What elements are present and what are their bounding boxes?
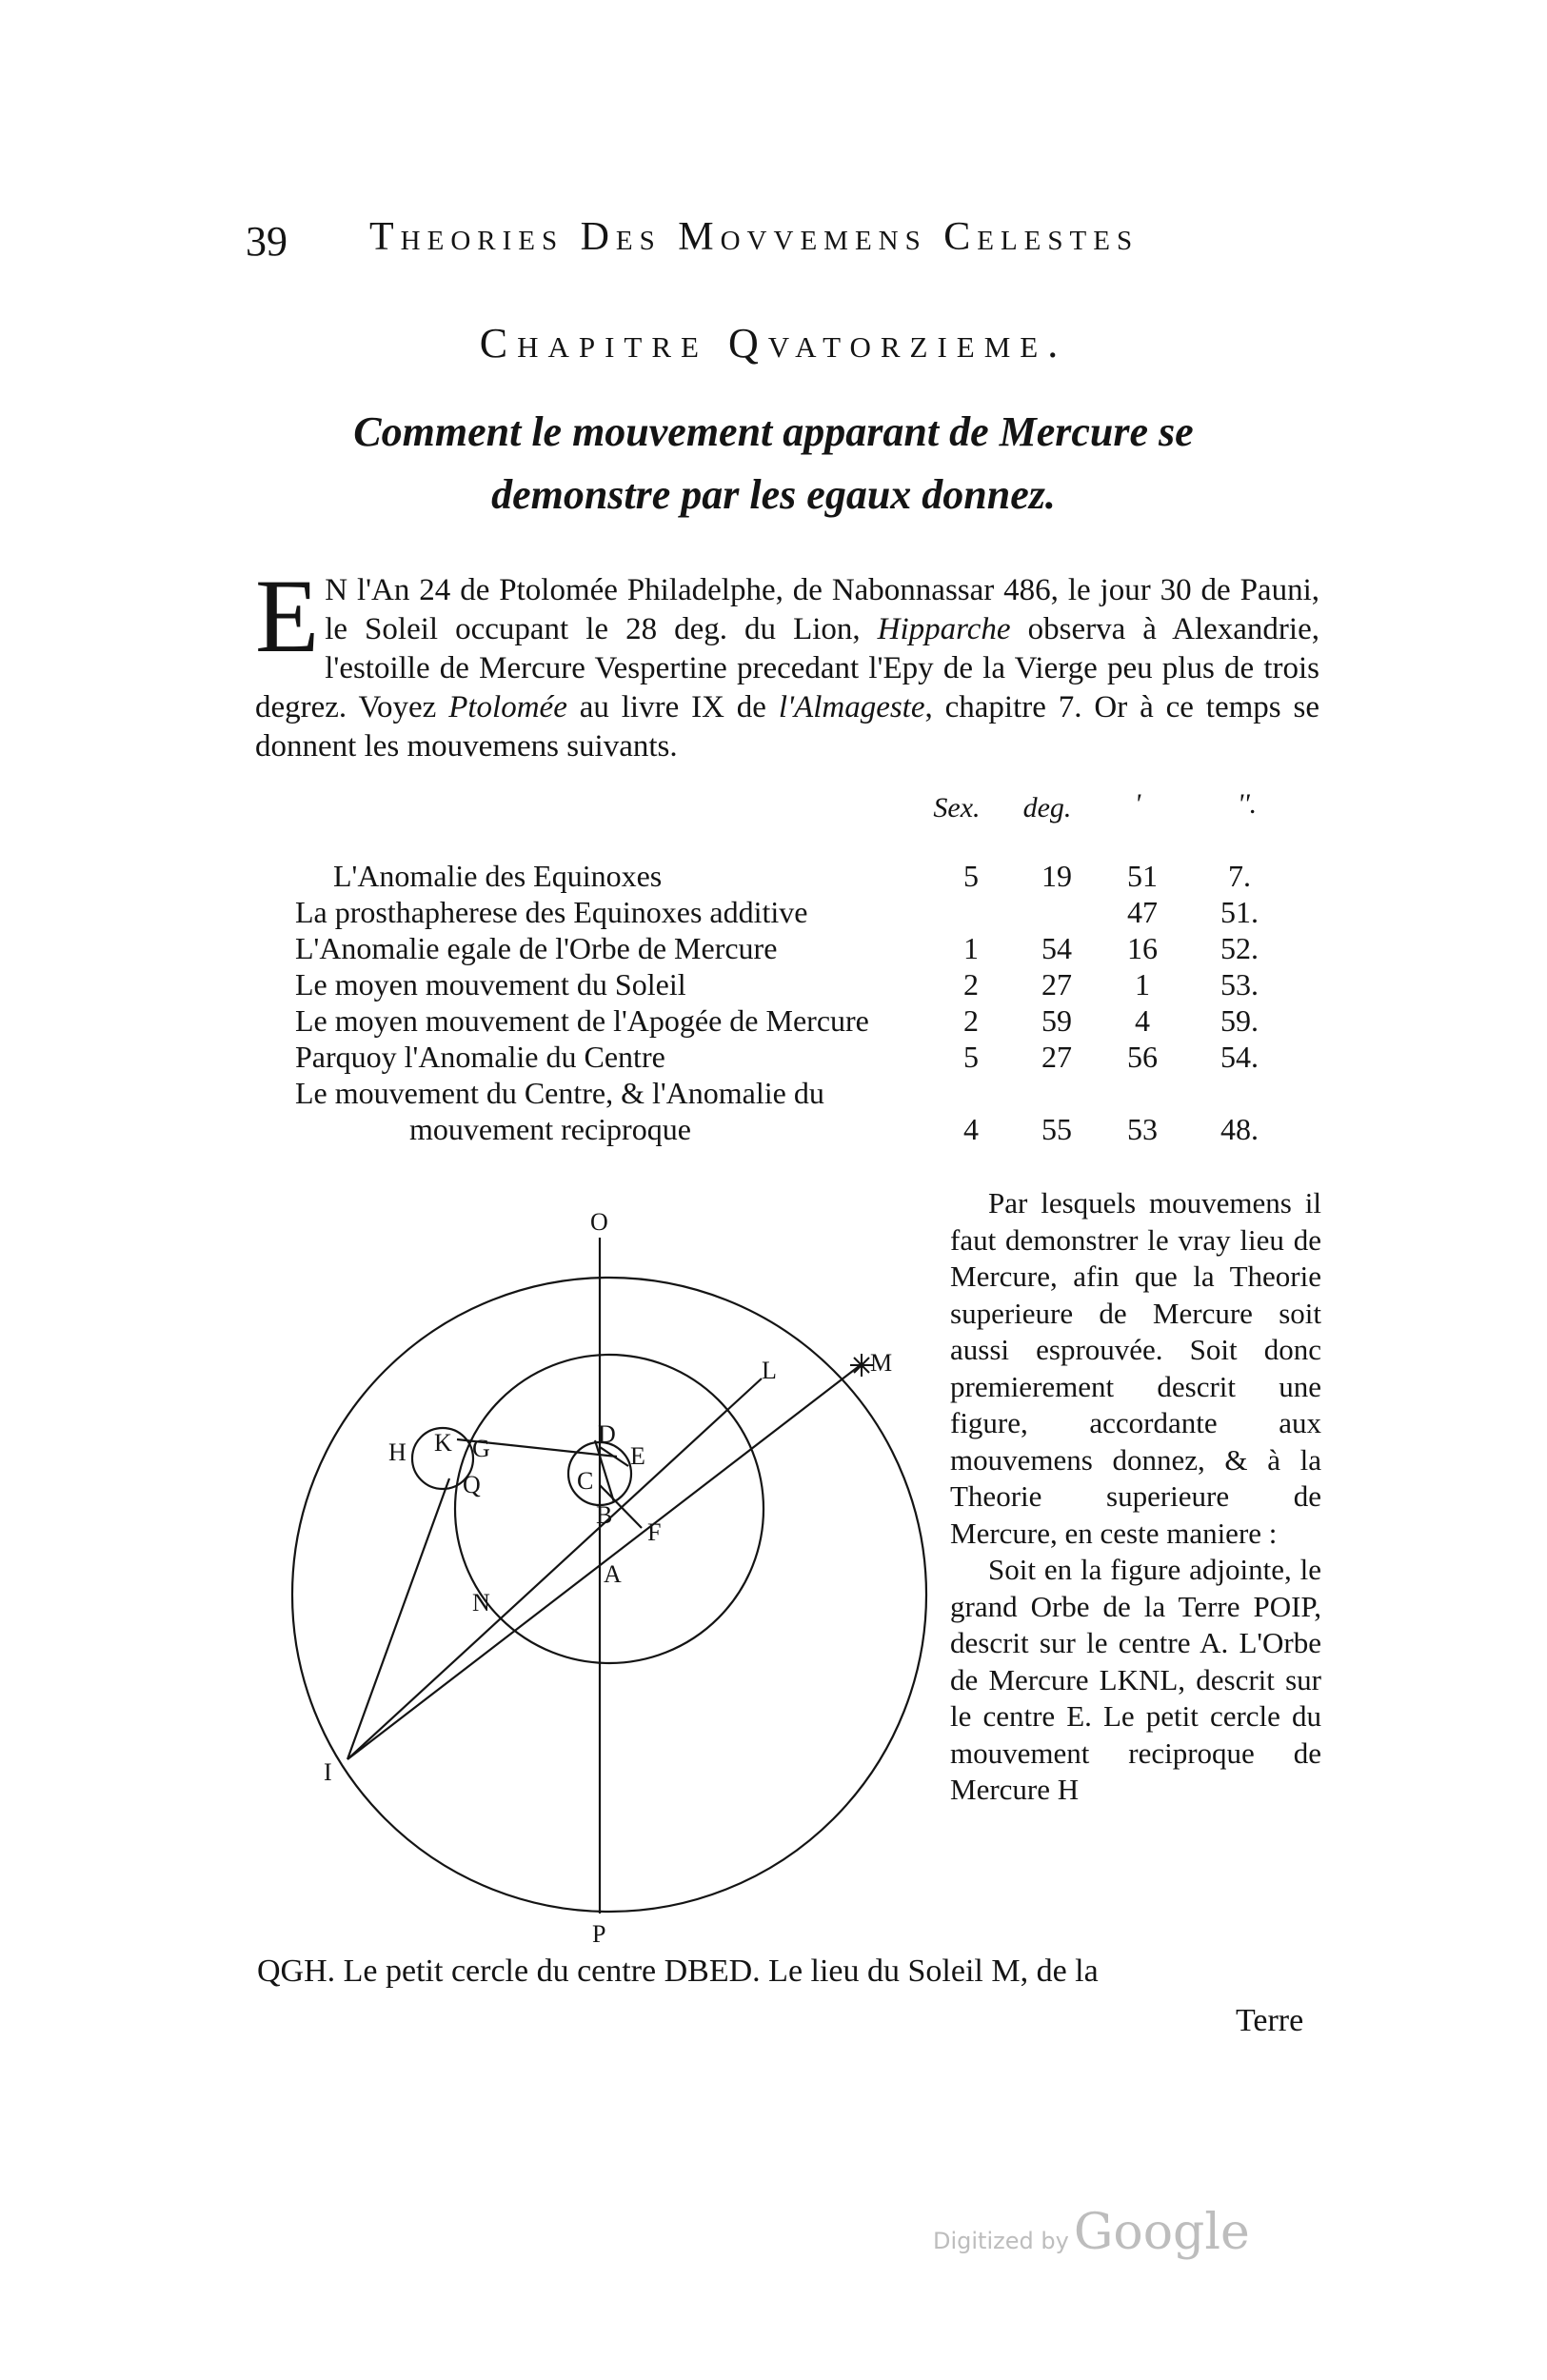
intro-text-mid1: observa à Alexandrie, l'estoille de Mercure Vespertine precedant l'Epy de la Vierge peu plus de trois degrez. Voyez	[255, 612, 1319, 724]
label-L: L	[762, 1357, 777, 1384]
label-I: I	[324, 1758, 332, 1786]
table-cell-min: 56	[1127, 1040, 1158, 1074]
table-cell-sex: 2	[963, 967, 979, 1002]
table-cell-deg: 54	[1041, 931, 1072, 965]
table-cell-sec: 54.	[1220, 1040, 1259, 1074]
table-cell-min: 53	[1127, 1112, 1158, 1146]
line-il	[347, 1378, 762, 1759]
figure-letter-labels	[324, 1208, 892, 1948]
chapter-subtitle-line2: demonstre par les egaux donnez.	[491, 471, 1056, 518]
line-de	[600, 1447, 628, 1466]
label-C: C	[577, 1467, 594, 1495]
name-hipparche: Hipparche	[877, 612, 1011, 646]
name-ptolomee: Ptolomée	[448, 690, 567, 724]
table-cell-min: 4	[1135, 1003, 1150, 1038]
intro-text-start: N l'An 24 de Ptolomée Philadelphe, de Nabonnassar 486, le jour 30 de Pauni, le Soleil occupant le 28 deg. du Lion,	[325, 573, 1319, 646]
col-head-sec: ''.	[1237, 788, 1258, 820]
side-column-text	[950, 1185, 1321, 1809]
running-title: Theories Des Movvemens Celestes	[369, 215, 1140, 259]
label-P: P	[592, 1920, 606, 1948]
table-row-label: L'Anomalie des Equinoxes	[333, 859, 663, 893]
watermark-brand: Google	[1073, 2204, 1250, 2261]
col-head-deg: deg.	[1022, 792, 1072, 823]
table-cell-sec: 53.	[1220, 967, 1259, 1002]
table-cell-deg: 27	[1041, 1040, 1072, 1074]
table-cell-sec: 52.	[1220, 931, 1259, 965]
label-G: G	[472, 1435, 490, 1462]
page-number: 39	[246, 218, 288, 265]
label-K: K	[434, 1429, 452, 1457]
label-A: A	[604, 1560, 622, 1588]
label-M: M	[870, 1349, 893, 1377]
catchword: Terre	[1236, 2003, 1304, 2038]
table-cell-sex: 2	[963, 1003, 979, 1038]
table-cell-sex: 5	[963, 859, 979, 893]
name-almageste: l'Almageste	[778, 690, 925, 724]
intro-text-mid2: au livre IX de	[566, 690, 779, 724]
table-cell-min: 16	[1127, 931, 1158, 965]
table-cell-deg: 59	[1041, 1003, 1072, 1038]
table-cell-deg: 55	[1041, 1112, 1072, 1146]
col-head-sex: Sex.	[933, 792, 981, 823]
table-cell-min: 51	[1127, 859, 1158, 893]
col-head-min: '	[1134, 788, 1141, 820]
label-N: N	[472, 1589, 490, 1616]
label-B: B	[596, 1501, 613, 1529]
table-cell-sex: 1	[963, 931, 979, 965]
table-cell-sec: 7.	[1228, 859, 1251, 893]
label-E: E	[630, 1442, 645, 1470]
intro-text-end: , chapitre 7. Or à ce temps se donnent les mouvemens suivants.	[255, 690, 1319, 764]
label-Q: Q	[463, 1471, 481, 1498]
label-D: D	[598, 1420, 616, 1448]
table-row-label: Le mouvement du Centre, & l'Anomalie du	[295, 1076, 824, 1110]
table-row-label: Le moyen mouvement de l'Apogée de Mercure	[295, 1003, 869, 1038]
label-F: F	[647, 1518, 662, 1546]
watermark-prefix: Digitized by	[933, 2228, 1069, 2254]
table-cell-sec: 51.	[1220, 895, 1259, 929]
google-watermark	[933, 2204, 1250, 2261]
table-row-label: La prosthapherese des Equinoxes additive	[295, 895, 808, 929]
table-cell-sec: 48.	[1220, 1112, 1259, 1146]
label-O: O	[590, 1208, 608, 1236]
label-H: H	[388, 1438, 407, 1466]
table-row-label: L'Anomalie egale de l'Orbe de Mercure	[295, 931, 778, 965]
bottom-line: QGH. Le petit cercle du centre DBED. Le lieu du Soleil M, de la	[257, 1954, 1099, 1989]
table-row-label: Parquoy l'Anomalie du Centre	[295, 1040, 665, 1074]
earth-great-orbit	[292, 1278, 926, 1912]
table-row-label: mouvement reciproque	[409, 1112, 691, 1146]
chapter-heading: Chapitre Qvatorzieme.	[479, 320, 1068, 367]
side-paragraph-1: Par lesquels mouvemens il faut demonstrer le vray lieu de Mercure, afin que la Theorie superieure de Mercure soit aussi esprouvée. Soit donc premierement descrit une figure, accordante aux mouvemens donnez, & à la Theorie superieure de Mercure, en ceste maniere :	[950, 1186, 1321, 1550]
drop-cap: E	[255, 558, 320, 674]
table-cell-min: 47	[1127, 895, 1158, 929]
side-paragraph-2: Soit en la figure adjointe, le grand Orbe de la Terre POIP, descrit sur le centre A. L'Orbe de Mercure LKNL, descrit sur le centre E. Le petit cercle du mouvement reciproque de Mercure H	[950, 1553, 1321, 1806]
table-cell-deg: 27	[1041, 967, 1072, 1002]
line-iq	[347, 1478, 449, 1759]
table-cell-sex: 5	[963, 1040, 979, 1074]
table-cell-sec: 59.	[1220, 1003, 1259, 1038]
table-cell-sex: 4	[963, 1112, 979, 1146]
table-cell-min: 1	[1135, 967, 1150, 1002]
chapter-subtitle-line1: Comment le mouvement apparant de Mercure se	[353, 408, 1194, 455]
table-row-label: Le moyen mouvement du Soleil	[295, 967, 686, 1002]
table-cell-deg: 19	[1041, 859, 1072, 893]
